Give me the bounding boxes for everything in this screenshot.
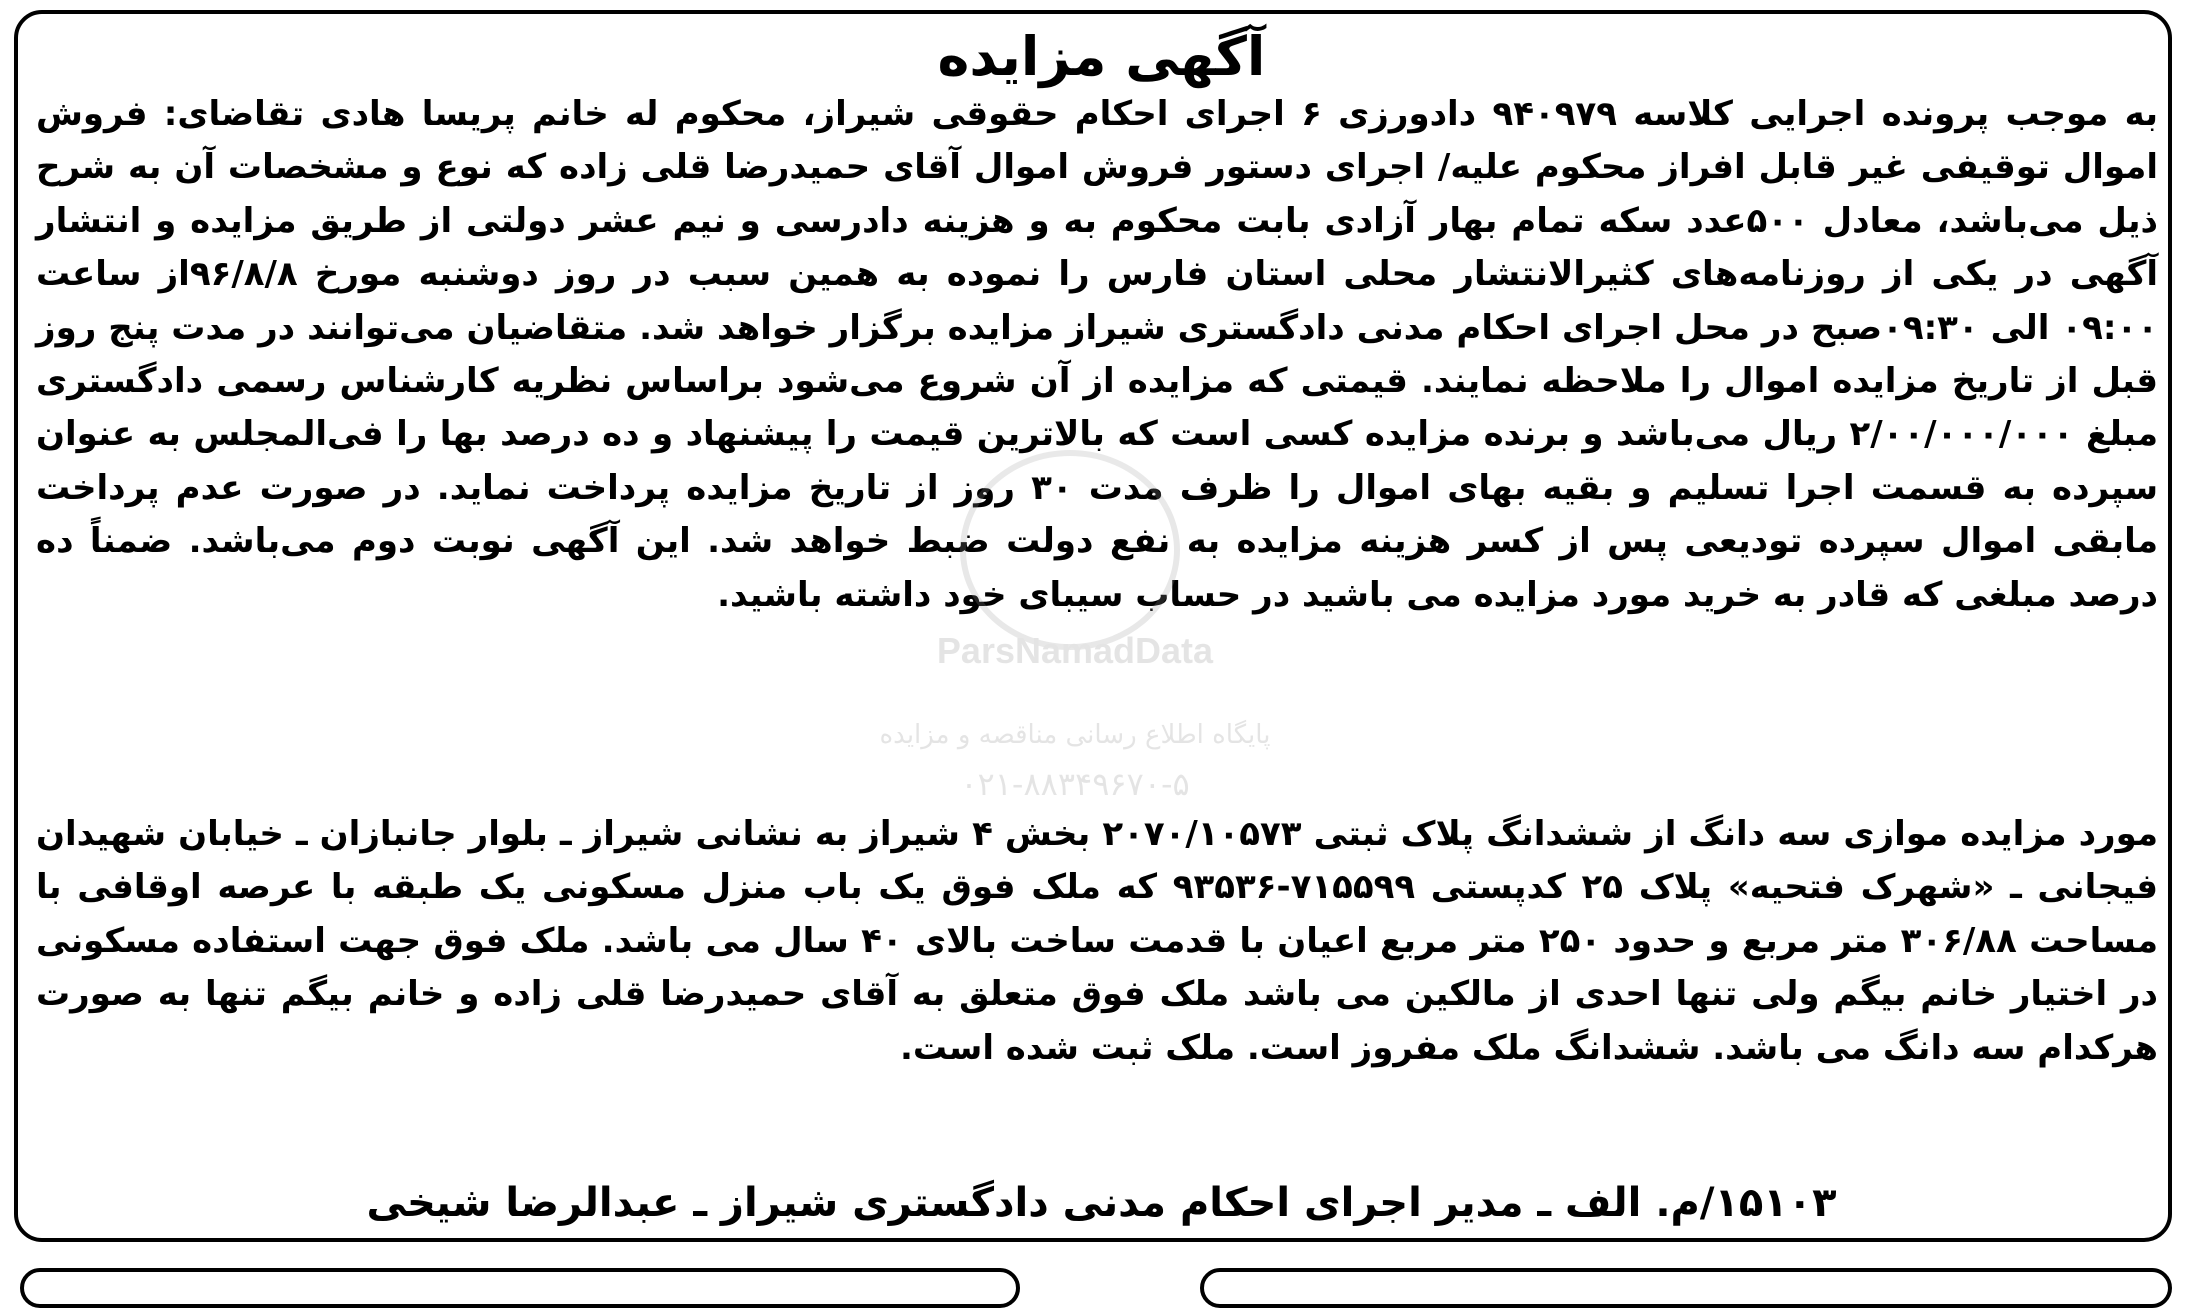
next-notice-frame-right: [1200, 1268, 2172, 1308]
notice-title: آگهی مزایده: [937, 25, 1266, 88]
watermark-phone: ۰۲۱-۸۸۳۴۹۶۷۰-۵: [960, 765, 1190, 803]
watermark-brand: ParsNamadData: [936, 630, 1214, 671]
notice-signature: ۱۵۱۰۳/م. الف ـ مدیر اجرای احکام مدنی دادگستری شیراز ـ عبدالرضا شیخی: [366, 1180, 1837, 1226]
notice-paragraph-text: مورد مزایده موازی سه دانگ از ششدانگ پلاک ثبتی ۲۰۷۰/۱۰۵۷۳ بخش ۴ شیراز به نشانی شیراز ـ بلوار جانبازان ـ خیابان شهیدان فیجانی ـ «شهرک فتحیه» پلاک ۲۵ کدپستی ۷۱۵۵۹۹-۹۳۵۳۶ که ملک فوق یک باب منزل مسکونی یک طبقه با عرصه اوقافی با مساحت ۳۰۶/۸۸ متر مربع و حدود ۲۵۰ متر مربع اعیان با قدمت ساخت بالای ۴۰ سال می باشد. ملک فوق جهت استفاده مسکونی در اختیار خانم بیگم ولی تنها احدی از مالکین می باشد ملک فوق متعلق به آقای حمیدرضا قلی زاده و خانم بیگم تنها به صورت هرکدام سه دانگ می باشد. ششدانگ ملک مفروز است. ملک ثبت شده است.: [36, 814, 2158, 1068]
next-notice-frame-left: [20, 1268, 1020, 1308]
notice-paragraph-terms: [36, 88, 2158, 622]
notice-paragraph-text: به موجب پرونده اجرایی کلاسه ۹۴۰۹۷۹ دادورزی ۶ اجرای احکام حقوقی شیراز، محکوم له خانم پریسا هادی تقاضای: فروش اموال توقیفی غیر قابل افراز محکوم علیه/ اجرای دستور فروش اموال آقای حمیدرضا قلی زاده که نوع و مشخصات آن به شرح ذیل می‌باشد، معادل ۵۰۰عدد سکه تمام بهار آزادی بابت محکوم به و هزینه دادرسی و نیم عشر دولتی از طریق مزایده و انتشار آگهی در یکی از روزنامه‌های کثیرالانتشار محلی استان فارس را نموده به همین سبب در روز دوشنبه مورخ ۹۶/۸/۸از ساعت ۰۹:۰۰ الی ۰۹:۳۰صبح در محل اجرای احکام مدنی دادگستری شیراز مزایده برگزار خواهد شد. متقاضیان می‌توانند در مدت پنج روز قبل از تاریخ مزایده اموال را ملاحظه نمایند. قیمتی که مزایده از آن شروع می‌شود براساس نظریه کارشناس رسمی دادگستری مبلغ ۲/۰۰/۰۰۰/۰۰۰ ریال می‌باشد و برنده مزایده کسی است که بالاترین قیمت را پیشنهاد و ده درصد بها را فی‌المجلس به عنوان سپرده به قسمت اجرا تسلیم و بقیه بهای اموال را ظرف مدت ۳۰ روز از تاریخ مزایده پرداخت نماید. در صورت عدم پرداخت مابقی اموال سپرده تودیعی پس از کسر هزینه مزایده به نفع دولت ضبط خواهد شد. این آگهی نوبت دوم می‌باشد. ضمناً ده درصد مبلغی که قادر به خرید مورد مزایده می باشید در حساب سیبای خود داشته باشید.: [36, 94, 2159, 615]
watermark-caption: پایگاه اطلاع رسانی مناقصه و مزایده: [879, 720, 1271, 750]
notice-paragraph-property: [36, 808, 2158, 1075]
